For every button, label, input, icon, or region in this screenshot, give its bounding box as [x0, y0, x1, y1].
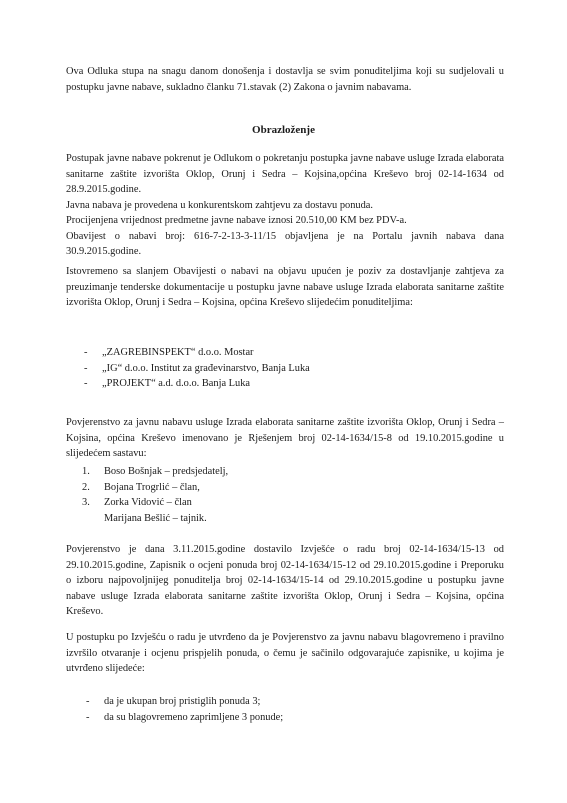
list-item: - da su blagovremeno zaprimljene 3 ponude; — [86, 710, 283, 726]
bullet-mark: - — [84, 362, 88, 374]
estimated-value-text: Procijenjena vrijednost predmetne javne nabave iznosi 20.510,00 KM bez PDV-a. — [66, 215, 407, 226]
list-item: Marijana Bešlić – tajnik. — [104, 512, 207, 524]
list-item: - „IG“ d.o.o. Institut za građevinarstvo, Banja Luka — [84, 361, 310, 377]
bullet-mark: - — [84, 347, 88, 358]
bullet-mark: - — [86, 696, 90, 707]
report-paragraph: Povjerenstvo je dana 3.11.2015.godine dostavilo Izvješće o radu broj 02-14-1634/15-13 od 29.10.2015.godine, Zapisnik o ocjeni ponuda broj 02-14-1634/15-12 od 29.10.2015.godine i Preporuku o izboru najpovoljnijeg ponuditelja broj 02-14-1634/15-14 od 29.10.2015.godine u postupku javne nabave usluge Izrada elaborata sanitarne zaštite izvorišta Oklop, Orunj i Sedra – Kojsina, općina Kreševo. — [66, 544, 504, 617]
bidders-list — [84, 345, 310, 392]
intro-paragraph: Ova Odluka stupa na snagu danom donošenja i dostavlja se svim ponuditeljima koji su sudjelovali u postupku javne nabave, sukladno članku 71.stavak (2) Zakona o javnim nabavama. — [66, 66, 504, 93]
bullet-mark: - — [84, 378, 88, 389]
section-heading: Obrazloženje — [252, 124, 315, 136]
list-item: 1. Boso Bošnjak – predsjedatelj, — [82, 466, 229, 477]
findings-list — [86, 694, 283, 725]
committee-members-list — [82, 464, 228, 526]
list-item: - „PROJEKT“ a.d. d.o.o. Banja Luka — [84, 376, 310, 392]
list-item: 3. Zorka Vidović – član — [82, 497, 192, 508]
list-item: - da je ukupan broj pristiglih ponuda 3; — [86, 694, 283, 710]
procedure-paragraph — [66, 151, 504, 260]
findings-intro-paragraph: U postupku po Izvješću o radu je utvrđeno da je Povjerenstvo za javnu nabavu blagovremeno i pravilno izvršilo otvaranje i ocjenu prispjelih ponuda, o čemu je sačinilo odgovarajuće zapisnike, u kojima je utvrđeno slijedeće: — [66, 632, 504, 674]
procedure-type-text: Javna nabava je provedena u konkurentskom zahtjevu za dostavu ponuda. — [66, 199, 374, 211]
list-item: 2. Bojana Trogrlić – član, — [82, 481, 200, 493]
procedure-start-text: Postupak javne nabave pokrenut je Odlukom o pokretanju postupka javne nabave usluge Izrada elaborata sanitarne zaštite izvorišta Oklop, Orunj i Sedra – Kojsina,općina Kreševo broj 02-14-1634 od 28.9.2015.godine. — [66, 153, 504, 195]
invitation-paragraph: Istovremeno sa slanjem Obavijesti o nabavi na objavu upućen je poziv za dostavljanje zahtjeva za preuzimanje tenderske dokumentacije u postupku javne nabave usluge Izrada elaborata sanitarne zaštite izvorišta Oklop, Orunj i Sedra – Kojsina, općina Kreševo slijedećim ponuditeljima: — [66, 266, 504, 308]
list-item: - „ZAGREBINSPEKT“ d.o.o. Mostar — [84, 345, 310, 361]
notice-text: Obavijest o nabavi broj: 616-7-2-13-3-11/15 objavljena je na Portalu javnih nabava dana 30.9.2015.godine. — [66, 230, 504, 257]
bullet-mark: - — [86, 711, 90, 723]
committee-paragraph: Povjerenstvo za javnu nabavu usluge Izrada elaborata sanitarne zaštite izvorišta Oklop, Orunj i Sedra – Kojsina, općina Kreševo imenovano je Rješenjem broj 02-14-1634/15-8 od 19.10.2015.godine u slijedećem sastavu: — [66, 417, 504, 459]
